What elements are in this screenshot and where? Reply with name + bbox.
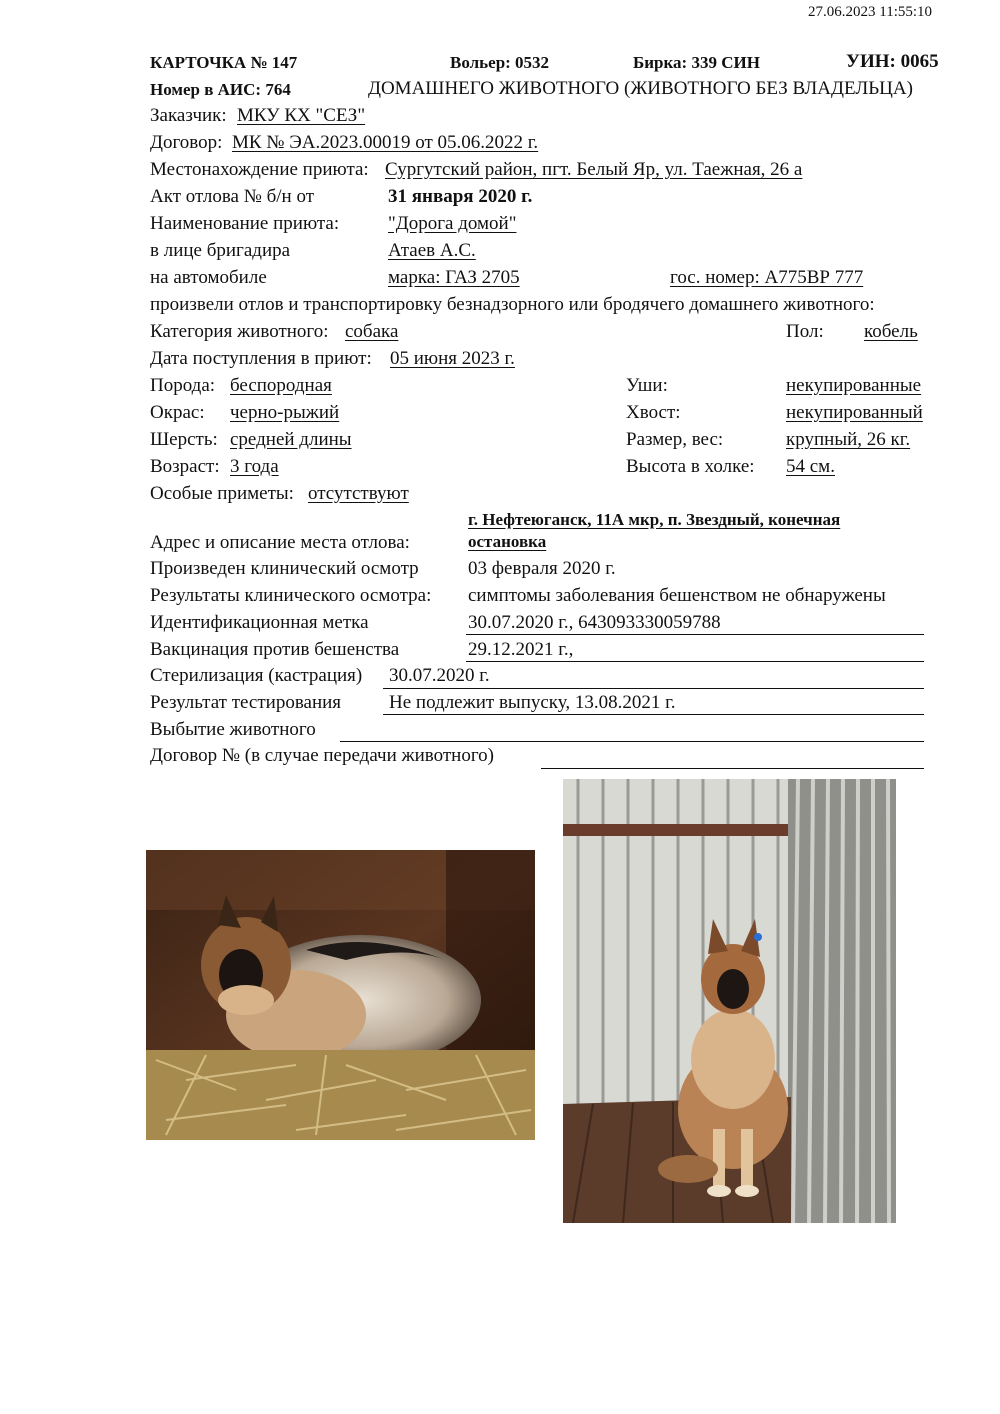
size-label: Размер, вес: <box>626 429 724 450</box>
uin-number: УИН: 0065 <box>846 51 939 72</box>
contract-value: МК № ЭА.2023.00019 от 05.06.2022 г. <box>232 132 539 153</box>
ears-value: некупированные <box>786 375 922 396</box>
dog-sitting-in-enclosure-icon <box>563 779 896 1223</box>
capture-act-date: 31 января 2020 г. <box>388 186 533 207</box>
capture-address-line1: г. Нефтеюганск, 11А мкр, п. Звездный, конечная <box>468 510 841 529</box>
capture-address-line2: остановка <box>468 532 547 551</box>
vehicle-plate: гос. номер: А775ВР 777 <box>670 267 864 288</box>
sex-value: кобель <box>864 321 918 342</box>
color-value: черно-рыжий <box>230 402 340 423</box>
dog-sitting-in-enclosure-photo <box>563 779 896 1223</box>
vehicle-label: на автомобиле <box>150 267 267 288</box>
size-value: крупный, 26 кг. <box>786 429 911 450</box>
exam-result-label: Результаты клинического осмотра: <box>150 585 432 606</box>
height-label: Высота в холке: <box>626 456 755 477</box>
exam-result-value: симптомы заболевания бешенством не обнаружены <box>468 585 886 606</box>
breed-label: Порода: <box>150 375 216 396</box>
sex-label: Пол: <box>786 321 824 342</box>
ears-label: Уши: <box>626 375 668 396</box>
coat-label: Шерсть: <box>150 429 218 450</box>
customer-value: МКУ КХ "СЕЗ" <box>237 105 366 126</box>
transfer-contract-label: Договор № (в случае передачи животного) <box>150 745 494 766</box>
vaccination-rule <box>466 661 924 662</box>
card-number: КАРТОЧКА № 147 <box>150 53 298 72</box>
transfer-contract-rule <box>541 768 924 769</box>
special-marks-label: Особые приметы: <box>150 483 294 504</box>
foreman-value: Атаев А.С. <box>388 240 476 261</box>
color-label: Окрас: <box>150 402 205 423</box>
customer-label: Заказчик: <box>150 105 227 126</box>
vaccination-value: 29.12.2021 г., <box>468 639 574 660</box>
id-mark-value: 30.07.2020 г., 643093330059788 <box>468 612 721 633</box>
exam-label: Произведен клинический осмотр <box>150 558 419 579</box>
tail-value: некупированный <box>786 402 923 423</box>
enclosure-number: Вольер: 0532 <box>450 53 550 72</box>
breed-value: беспородная <box>230 375 332 396</box>
category-value: собака <box>345 321 399 342</box>
departure-rule <box>340 741 924 742</box>
sterilization-value: 30.07.2020 г. <box>389 665 490 686</box>
sterilization-rule <box>383 688 924 689</box>
special-marks-value: отсутствуют <box>308 483 409 504</box>
age-label: Возраст: <box>150 456 220 477</box>
testing-label: Результат тестирования <box>150 692 342 713</box>
category-label: Категория животного: <box>150 321 329 342</box>
card-title: ДОМАШНЕГО ЖИВОТНОГО (ЖИВОТНОГО БЕЗ ВЛАДЕЛЬЦА) <box>368 78 913 99</box>
shelter-location-label: Местонахождение приюта: <box>150 159 369 180</box>
tail-label: Хвост: <box>626 402 681 423</box>
tag-number: Бирка: 339 СИН <box>633 53 760 72</box>
testing-rule <box>383 714 924 715</box>
shelter-name-label: Наименование приюта: <box>150 213 340 234</box>
statement-text: произвели отлов и транспортировку безнадзорного или бродячего домашнего животного: <box>150 294 875 315</box>
shelter-location-value: Сургутский район, пгт. Белый Яр, ул. Таежная, 26 а <box>385 159 803 180</box>
arrival-date-label: Дата поступления в приют: <box>150 348 372 369</box>
age-value: 3 года <box>230 456 279 477</box>
vaccination-label: Вакцинация против бешенства <box>150 639 400 660</box>
contract-label: Договор: <box>150 132 223 153</box>
height-value: 54 см. <box>786 456 835 477</box>
dog-lying-in-straw-photo <box>146 850 535 1140</box>
sterilization-label: Стерилизация (кастрация) <box>150 665 363 686</box>
testing-value: Не подлежит выпуску, 13.08.2021 г. <box>389 692 676 713</box>
coat-value: средней длины <box>230 429 352 450</box>
ais-number: Номер в АИС: 764 <box>150 80 291 99</box>
arrival-date-value: 05 июня 2023 г. <box>390 348 515 369</box>
id-mark-label: Идентификационная метка <box>150 612 369 633</box>
shelter-name-value: "Дорога домой" <box>388 213 517 234</box>
dog-lying-in-straw-icon <box>146 850 535 1140</box>
departure-label: Выбытие животного <box>150 719 316 740</box>
capture-address-label: Адрес и описание места отлова: <box>150 532 410 553</box>
capture-act-label: Акт отлова № б/н от <box>150 186 315 207</box>
id-mark-rule <box>466 634 924 635</box>
exam-date: 03 февраля 2020 г. <box>468 558 616 579</box>
vehicle-model: марка: ГАЗ 2705 <box>388 267 520 288</box>
print-timestamp: 27.06.2023 11:55:10 <box>808 4 933 20</box>
foreman-label: в лице бригадира <box>150 240 291 261</box>
